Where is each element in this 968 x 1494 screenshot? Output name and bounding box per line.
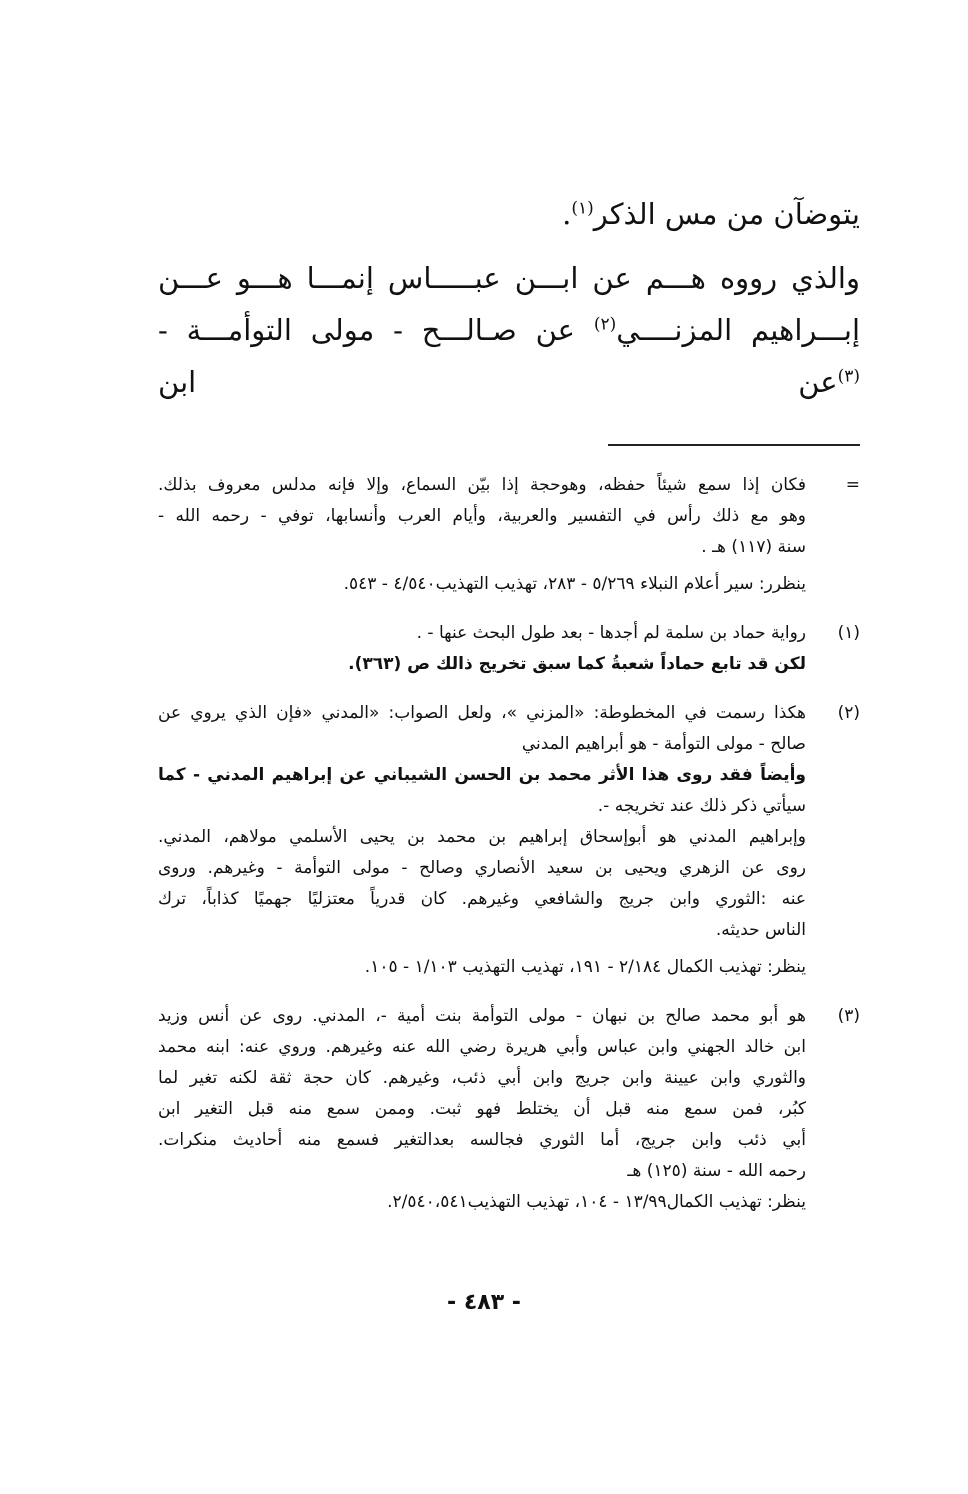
footnote-ref-2: (٢) bbox=[593, 314, 617, 335]
footnote-1 bbox=[158, 618, 860, 680]
footnote-source: ينظرر: سير أعلام النبلاء ٥/٢٦٩ - ٢٨٣، تهذيب التهذيب٤/٥٤٠ - ٥٤٣. bbox=[343, 574, 806, 594]
footnote-separator bbox=[608, 444, 860, 446]
main-line-2: والذي رووه هـــم عن ابـــن عبـــــاس إنمـــا هـــو عـــن bbox=[158, 261, 860, 295]
main-line-1-end: . bbox=[562, 197, 572, 231]
footnote-marker: (٣) bbox=[837, 1006, 860, 1026]
footnote-line: الناس حديثه. bbox=[715, 920, 806, 940]
footnote-line: هكذا رسمت في المخطوطة: «المزني »، ولعل الصواب: «المدني «فإن الذي يروي عن bbox=[158, 703, 806, 723]
footnote-line: سنة (١١٧) هـ . bbox=[701, 537, 806, 557]
footnote-line: هو أبو محمد صالح بن نبهان - مولى التوأمة بنت أمية -، المدني. روى عن أنس وزيد bbox=[158, 1006, 806, 1026]
main-line-3-part-a: إبـــراهيم المزنــــي bbox=[616, 313, 861, 347]
main-line-1: يتوضآن من مس الذكر bbox=[593, 197, 860, 231]
footnote-line: وأيضاً فقد روى هذا الأثر محمد بن الحسن الشيباني عن إبراهيم المدني - كما bbox=[158, 765, 806, 785]
footnote-continued bbox=[158, 470, 860, 600]
footnote-line: رحمه الله - سنة (١٢٥) هـ bbox=[627, 1161, 806, 1181]
footnote-line: روى عن الزهري ويحيى بن سعيد الأنصاري وصالح - مولى التوأمة - وغيرهم. وروى bbox=[158, 858, 806, 878]
footnote-line: والثوري وابن عيينة وابن جريج وابن أبي ذئب، وغيرهم. كان حجة ثقة لكنه تغير لما bbox=[158, 1068, 806, 1088]
footnote-ref-3: (٣) bbox=[837, 366, 860, 387]
footnote-line: كبُر، فمن سمع منه قبل أن يختلط فهو ثبت. وممن سمع منه قبل التغير ابن bbox=[158, 1099, 806, 1119]
page-number: - ٤٨٣ - bbox=[447, 1290, 521, 1315]
main-paragraph-1 bbox=[158, 188, 860, 240]
footnote-line: سيأتي ذكر ذلك عند تخريجه -. bbox=[597, 796, 806, 816]
footnote-2 bbox=[158, 698, 860, 983]
footnotes bbox=[158, 470, 860, 1236]
footnote-line: لكن قد تابع حماداً شعبةُ كما سبق تخريج ذالك ص (٣٦٣). bbox=[348, 654, 806, 674]
footnote-marker: = bbox=[845, 475, 860, 495]
footnote-line: وهو مع ذلك رأس في التفسير والعربية، وأيام العرب وأنسابها، توفي - رحمه الله - bbox=[158, 506, 806, 526]
footnote-line: صالح - مولى التوأمة - هو أبراهيم المدني bbox=[521, 734, 806, 754]
main-line-3-part-b: عن صـالـــح - مولى التوأمـــة - bbox=[158, 313, 594, 347]
main-text bbox=[158, 188, 860, 408]
main-line-3 bbox=[158, 304, 860, 408]
footnote-line: فكان إذا سمع شيئاً حفظه، وهوحجة إذا بيّن السماع، وإلا فإنه مدلس معروف بذلك. bbox=[158, 475, 806, 495]
footnote-ref-1: (١) bbox=[571, 198, 594, 219]
footnote-marker: (٢) bbox=[837, 703, 860, 723]
footnote-source: ينظر: تهذيب الكمال١٣/٩٩ - ١٠٤، تهذيب التهذيب٢/٥٤٠،٥٤١. bbox=[387, 1192, 806, 1212]
footnote-source: ينظر: تهذيب الكمال ٢/١٨٤ - ١٩١، تهذيب التهذيب ١/١٠٣ - ١٠٥. bbox=[364, 957, 806, 977]
footnote-line: وإبراهيم المدني هو أبوإسحاق إبراهيم بن محمد بن يحيى الأسلمي مولاهم، المدني. bbox=[158, 827, 806, 847]
footnote-line: ابن خالد الجهني وابن عباس وأبي هريرة رضي الله عنه وغيرهم. وروي عنه: ابنه محمد bbox=[158, 1037, 806, 1057]
footnote-line: رواية حماد بن سلمة لم أجدها - بعد طول البحث عنها - . bbox=[416, 623, 806, 643]
main-line-3-part-c: عن ابن bbox=[158, 365, 838, 399]
footnote-3 bbox=[158, 1001, 860, 1218]
footnote-line: أبي ذئب وابن جريج، أما الثوري فجالسه بعدالتغير فسمع منه أحاديث منكرات. bbox=[158, 1130, 806, 1150]
footnote-marker: (١) bbox=[837, 623, 860, 643]
footnote-line: عنه :الثوري وابن جريج والشافعي وغيرهم. كان قدرياً معتزليًا جهميًا كذاباً، ترك bbox=[158, 889, 806, 909]
